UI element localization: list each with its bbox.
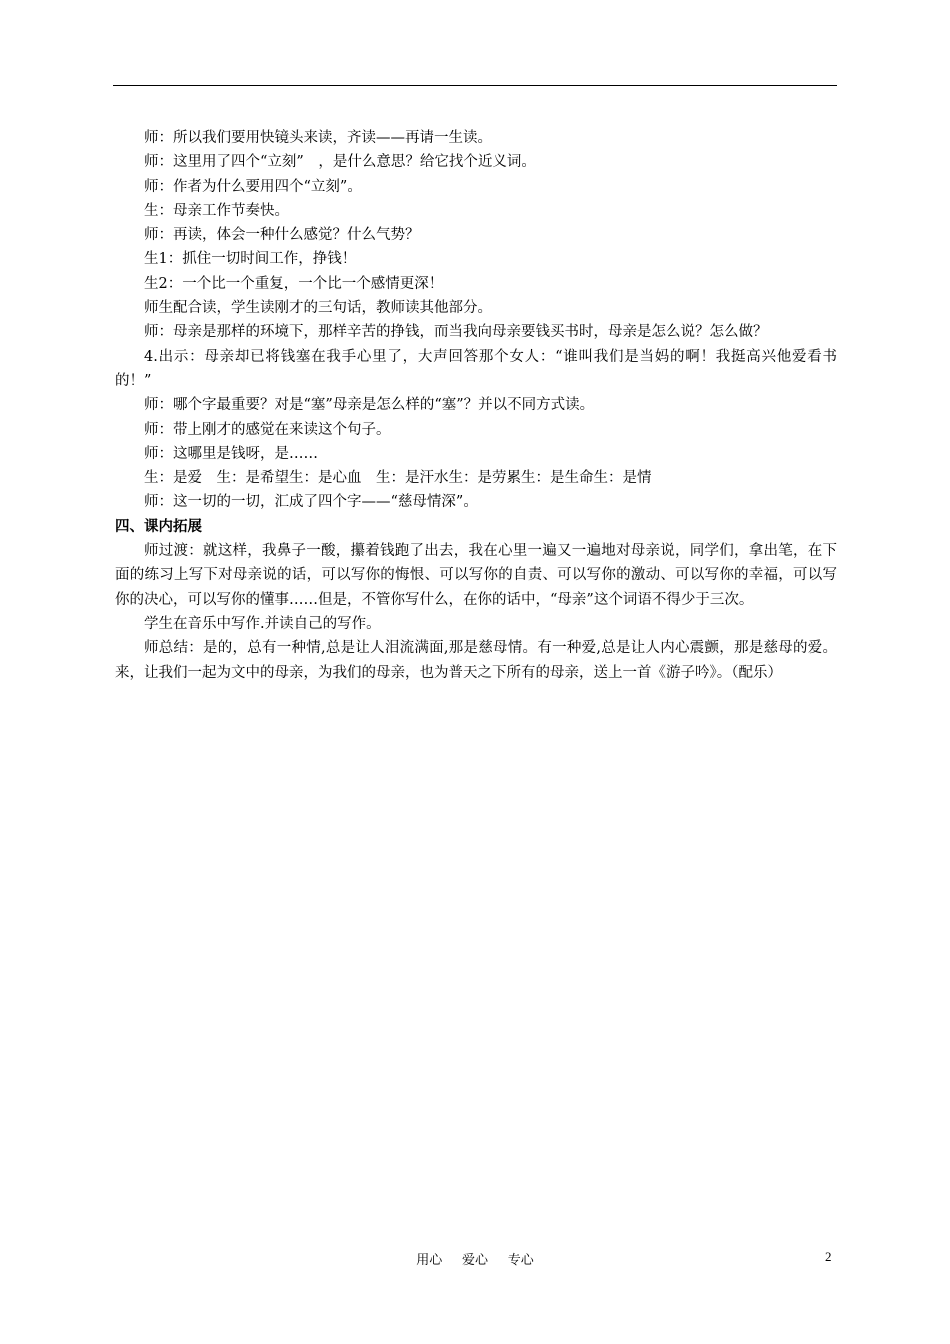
footer-text: 用心 爱心 专心 — [416, 1253, 534, 1268]
paragraph: 师：这哪里是钱呀，是…… — [144, 445, 318, 462]
paragraph: 师：带上刚才的感觉在来读这个句子。 — [144, 421, 391, 438]
paragraph: 师：所以我们要用快镜头来读，齐读——再请一生读。 — [144, 130, 492, 146]
paragraph: 生2：一个比一个重复，一个比一个感情更深！ — [144, 275, 444, 292]
header-rule — [113, 85, 837, 86]
document-body — [115, 126, 837, 685]
paragraph: 师生配合读，学生读刚才的三句话，教师读其他部分。 — [144, 300, 492, 317]
paragraph: 4.出示：母亲却已将钱塞在我手心里了，大声回答那个女人：“谁叫我们是当妈的啊！我挺高兴他爱看书的！” — [115, 348, 837, 389]
paragraph: 师：哪个字最重要？对是“塞”母亲是怎么样的“塞”？并以不同方式读。 — [144, 397, 595, 414]
paragraph: 师：这里用了四个“立刻” ，是什么意思？给它找个近义词。 — [144, 154, 536, 171]
paragraph: 师：这一切的一切，汇成了四个字——“慈母情深”。 — [144, 494, 478, 511]
paragraph: 学生在音乐中写作.并读自己的写作。 — [144, 615, 381, 632]
page-number: 2 — [825, 1249, 832, 1264]
section-heading: 四、课内拓展 — [115, 518, 202, 535]
paragraph: 师总结：是的，总有一种情,总是让人泪流满面,那是慈母情。有一种爱,总是让人内心震颤，那是慈母的爱。来，让我们一起为文中的母亲，为我们的母亲，也为普天之下所有的母亲，送上一首《游子吟》。（配乐） — [115, 640, 837, 681]
paragraph: 师：再读，体会一种什么感觉？什么气势？ — [144, 227, 420, 244]
paragraph: 生1：抓住一切时间工作，挣钱！ — [144, 251, 357, 268]
paragraph: 师过渡：就这样，我鼻子一酸，攥着钱跑了出去，我在心里一遍又一遍地对母亲说，同学们，拿出笔，在下面的练习上写下对母亲说的话，可以写你的悔恨、可以写你的自责、可以写你的激动、可以写你的幸福，可以写你的决心，可以写你的懂事……但是，不管你写什么，在你的话中，“母亲”这个词语不得少于三次。 — [115, 543, 837, 608]
paragraph: 师：作者为什么要用四个“立刻”。 — [144, 178, 362, 195]
paragraph: 师：母亲是那样的环境下，那样辛苦的挣钱，而当我向母亲要钱买书时，母亲是怎么说？怎么做？ — [144, 324, 768, 341]
paragraph: 生：是爱 生：是希望生：是心血 生：是汗水生：是劳累生：是生命生：是情 — [144, 470, 652, 487]
paragraph: 生：母亲工作节奏快。 — [144, 202, 289, 219]
